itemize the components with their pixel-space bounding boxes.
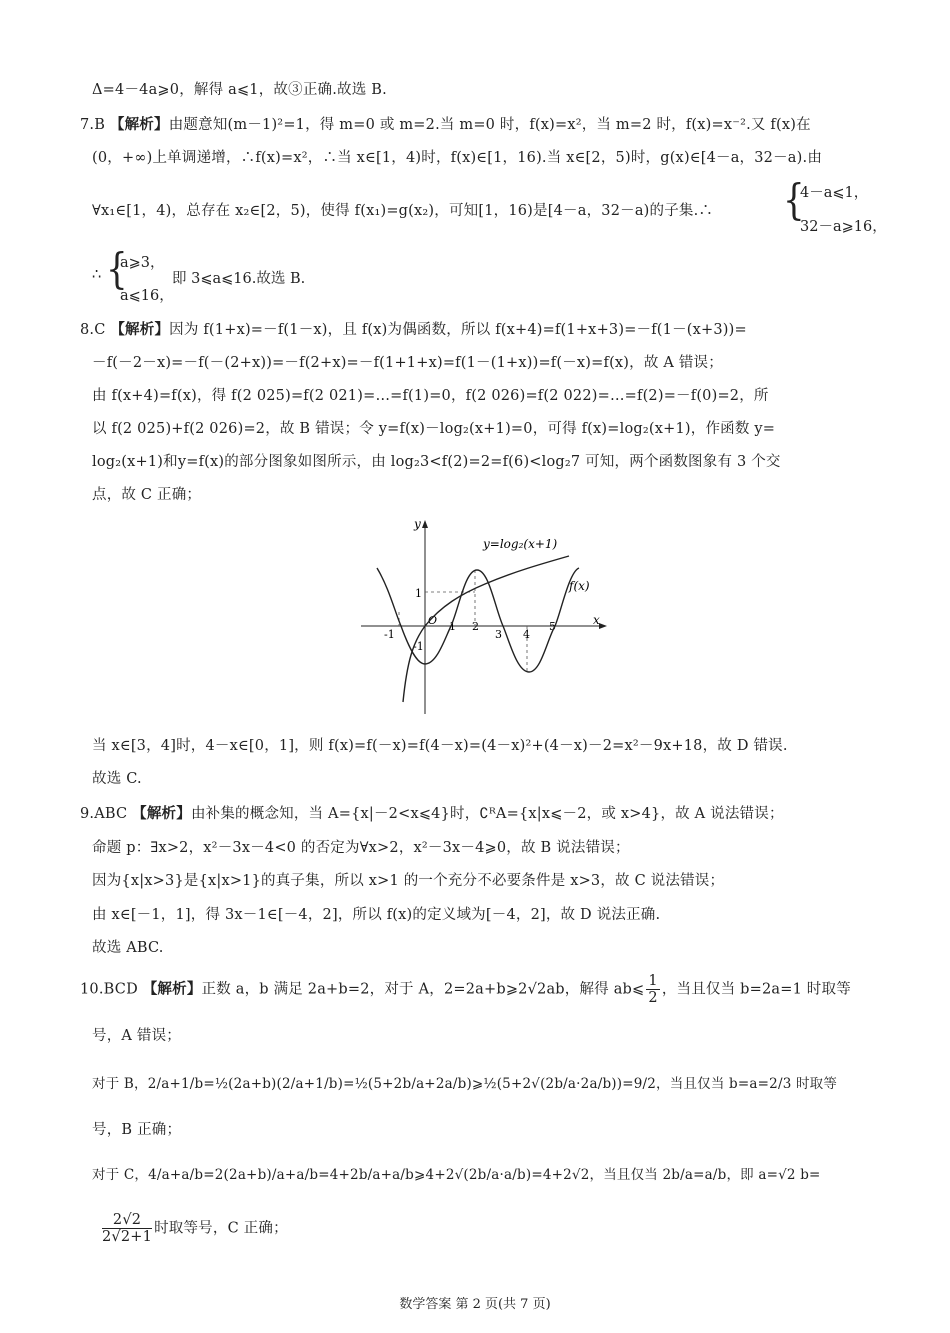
q7-line4-pre: ∴ bbox=[92, 267, 102, 283]
q8-line6: 点，故 C 正确； bbox=[92, 487, 202, 503]
q10-frac-half bbox=[646, 973, 659, 1006]
q8-line8: 故选 C. bbox=[92, 771, 142, 787]
q7-sys1-a: 4－a⩽1， bbox=[800, 185, 869, 201]
q7-line3: ∀x₁∈[1，4)，总存在 x₂∈[2，5)，使得 f(x₁)=g(x₂)，可知[1，16)是[4－a，32－a)的子集.∴ bbox=[92, 203, 714, 219]
page-footer: 数学答案 第 2 页(共 7 页) bbox=[399, 1297, 551, 1312]
q10-line2: 号，A 错误； bbox=[92, 1028, 181, 1044]
q7-line4-post: 即 3⩽a⩽16.故选 B. bbox=[172, 271, 306, 287]
q7-number: 7.B bbox=[80, 117, 106, 133]
q7-brace1: { bbox=[783, 175, 805, 225]
q9-line5: 故选 ABC. bbox=[92, 940, 164, 956]
tick-1: 1 bbox=[449, 620, 456, 633]
y-axis-label: y bbox=[414, 517, 421, 531]
q9-text1: 由补集的概念知，当 A={x|－2<x⩽4}时，∁ᴿA={x|x⩽－2，或 x>4}，故 A 说法错误； bbox=[190, 806, 784, 822]
q8-text1: 因为 f(1+x)=－f(1－x)，且 f(x)为偶函数，所以 f(x+4)=f(1+x+3)=－f(1－(x+3))= bbox=[169, 322, 747, 338]
q8-line3: 由 f(x+4)=f(x)，得 f(2 025)=f(2 021)=…=f(1)=0，f(2 026)=f(2 022)=…=f(2)=－f(0)=2，所 bbox=[92, 388, 769, 404]
ytick-neg1: -1 bbox=[413, 640, 424, 653]
q10-line3: 对于 B，2/a+1/b=½(2a+b)(2/a+1/b)=½(5+2b/a+2a/b)⩾½(5+2√(2b/a·2a/b))=9/2，当且仅当 b=a=2/3 时取等 bbox=[92, 1076, 838, 1092]
q8-line5: log₂(x+1)和y=f(x)的部分图象如图所示，由 log₂3<f(2)=2=f(6)<log₂7 可知，两个函数图象有 3 个交 bbox=[92, 454, 781, 470]
tick-2: 2 bbox=[472, 620, 479, 633]
q10-text1b: ，当且仅当 b=2a=1 时取等 bbox=[661, 981, 851, 998]
q10-frac-c-num: 2√2 bbox=[102, 1212, 152, 1229]
q9-line4: 由 x∈[－1，1]，得 3x－1∈[－4，2]，所以 f(x)的定义域为[－4，2]，故 D 说法正确. bbox=[92, 907, 661, 923]
q8-line4: 以 f(2 025)+f(2 026)=2，故 B 错误；令 y=f(x)－log₂(x+1)=0，可得 f(x)=log₂(x+1)，作函数 y= bbox=[92, 421, 776, 437]
q7-line1 bbox=[80, 113, 811, 134]
q8-line2: －f(－2－x)=－f(－(2+x))=－f(2+x)=－f(1+1+x)=f(1－(1+x))=f(－x)=f(x)，故 A 错误； bbox=[92, 355, 723, 371]
tick-3: 3 bbox=[495, 628, 502, 641]
q7-text1: 由题意知(m－1)²=1，得 m=0 或 m=2.当 m=0 时，f(x)=x²，当 m=2 时，f(x)=x⁻².又 f(x)在 bbox=[168, 117, 811, 133]
q8-line7: 当 x∈[3，4]时，4－x∈[0，1]，则 f(x)=f(－x)=f(4－x)=(4－x)²+(4－x)－2=x²－9x+18，故 D 错误. bbox=[92, 738, 788, 754]
line-delta: Δ=4－4a⩾0，解得 a⩽1，故③正确.故选 B. bbox=[92, 82, 387, 98]
function-graph bbox=[355, 512, 615, 717]
q9-line1 bbox=[80, 802, 784, 823]
q7-sys2-b: a⩽16， bbox=[120, 288, 174, 304]
q8-number: 8.C bbox=[80, 322, 106, 338]
log-curve-label: y=log₂(x+1) bbox=[483, 537, 558, 551]
q9-number: 9.ABC bbox=[80, 806, 128, 822]
q7-sys1-b: 32－a⩾16， bbox=[800, 219, 887, 235]
q7-brace2: { bbox=[106, 244, 128, 294]
q10-frac-den: 2 bbox=[648, 990, 658, 1006]
q10-number: 10.BCD bbox=[80, 981, 138, 998]
q7-sys2-a: a⩾3， bbox=[120, 255, 165, 271]
q9-line2: 命题 p：∃x>2，x²－3x－4<0 的否定为∀x>2，x²－3x－4⩾0，故 B 说法错误； bbox=[92, 840, 630, 856]
q10-frac-c bbox=[102, 1212, 152, 1245]
q10-line1 bbox=[80, 973, 851, 1006]
y-axis-arrow bbox=[422, 520, 428, 528]
q10-tag: 【解析】 bbox=[142, 981, 202, 998]
q9-tag: 【解析】 bbox=[132, 806, 191, 822]
q10-frac-num: 1 bbox=[648, 973, 658, 989]
q7-tag: 【解析】 bbox=[109, 117, 169, 133]
q8-line1 bbox=[80, 318, 747, 339]
q10-text1a: 正数 a，b 满足 2a+b=2，对于 A，2=2a+b⩾2√2ab，解得 ab⩽ bbox=[201, 981, 645, 998]
tick-4: 4 bbox=[523, 628, 530, 641]
q10-line6 bbox=[100, 1212, 288, 1245]
q10-frac-c-den: 2√2+1 bbox=[102, 1229, 153, 1245]
fx-curve-label: f(x) bbox=[569, 579, 590, 593]
q10-line4: 号，B 正确； bbox=[92, 1122, 182, 1138]
q10-line5: 对于 C，4/a+a/b=2(2a+b)/a+a/b=4+2b/a+a/b⩾4+2√(2b/a·a/b)=4+2√2，当且仅当 2b/a=a/b，即 a=√2 b= bbox=[92, 1167, 821, 1183]
x-axis-label: x bbox=[593, 613, 600, 627]
x-axis-arrow bbox=[599, 623, 607, 629]
q9-line3: 因为{x|x>3}是{x|x>1}的真子集，所以 x>1 的一个充分不必要条件是 x>3，故 C 说法错误； bbox=[92, 873, 725, 889]
tick-neg1: -1 bbox=[384, 628, 395, 641]
tick-5: 5 bbox=[549, 620, 556, 633]
ytick-1: 1 bbox=[415, 587, 422, 600]
q8-tag: 【解析】 bbox=[110, 322, 170, 338]
origin-label: O bbox=[428, 614, 438, 627]
q7-line2: (0，+∞)上单调递增，∴f(x)=x²，∴当 x∈[1，4)时，f(x)∈[1，16).当 x∈[2，5)时，g(x)∈[4－a，32－a).由 bbox=[92, 150, 823, 166]
q10-text6: 时取等号，C 正确； bbox=[154, 1220, 288, 1237]
